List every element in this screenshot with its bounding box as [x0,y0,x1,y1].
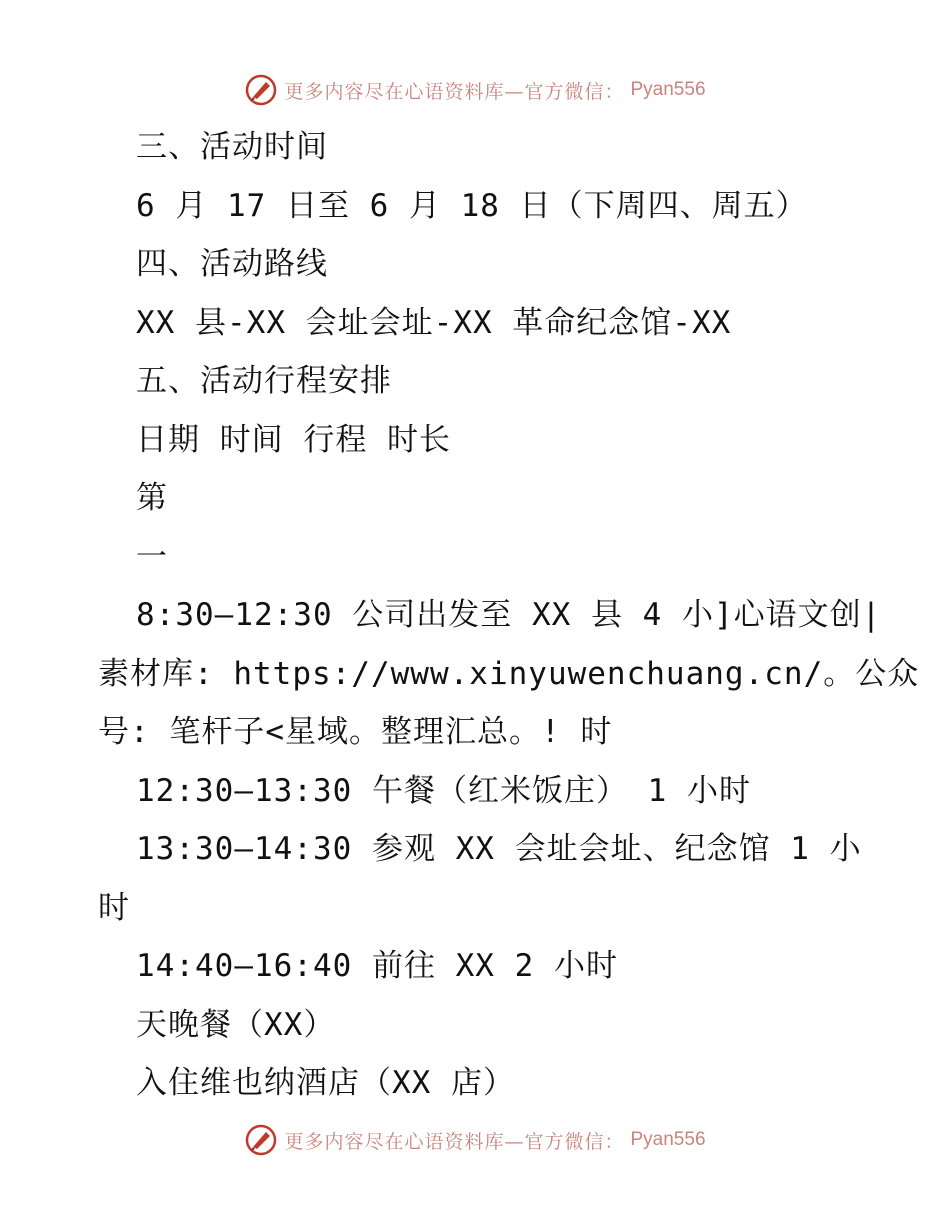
text-line: 三、活动时间 [136,129,328,165]
header-watermark [0,70,950,110]
text-line: 6 月 17 日至 6 月 18 日（下周四、周五） [136,187,808,224]
watermark-text: 更多内容尽在心语资料库—官方微信： [284,1130,625,1153]
text-line: XX 县-XX 会址会址-XX 革命纪念馆-XX [136,304,732,341]
text-line: 14:40—16:40 前往 XX 2 小时 [136,948,618,984]
footer-watermark [0,1120,950,1160]
text-line: 8:30—12:30 公司出发至 XX 县 4 小]心语文创| [136,597,882,633]
text-line: 入住维也纳酒店（XX 店） [136,1065,515,1101]
text-line: 号: 笔杆子<星域。整理汇总。! 时 [98,714,613,750]
pen-logo-icon [244,73,278,107]
text-line: 时 [98,889,130,926]
pen-logo-icon [244,1123,278,1157]
watermark-brand: Pyan556 [630,79,706,100]
watermark-brand: Pyan556 [630,1129,706,1150]
text-line: 日期 时间 行程 时长 [136,421,451,458]
document-body [98,118,920,1113]
text-line: 13:30—14:30 参观 XX 会址会址、纪念馆 1 小 [136,831,862,867]
text-line: 12:30—13:30 午餐（红米饭庄） 1 小时 [136,772,751,809]
text-line: 素材库: https://www.xinyuwenchuang.cn/。公众 [98,655,920,692]
text-line: 五、活动行程安排 [136,363,392,399]
watermark-text: 更多内容尽在心语资料库—官方微信： [284,80,625,103]
text-line: 天晚餐（XX） [136,1006,336,1043]
text-line: 四、活动路线 [136,246,328,282]
text-line: 一 [136,538,168,575]
text-line: 第 [136,480,168,516]
